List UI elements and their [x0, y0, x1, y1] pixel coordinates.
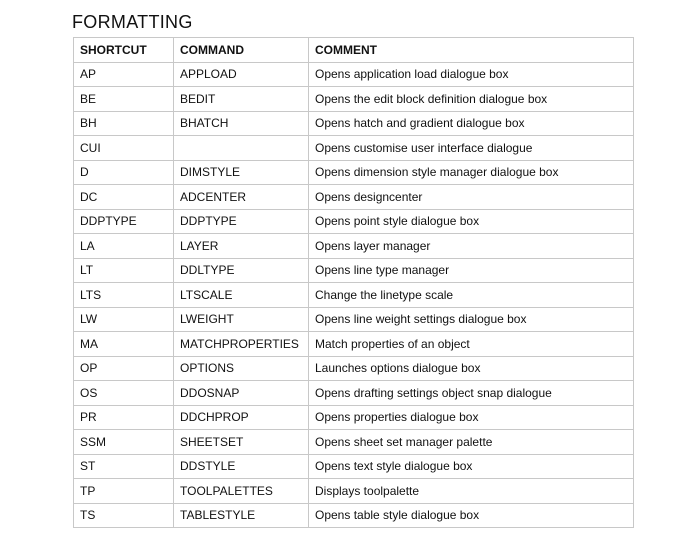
command-cell: TABLESTYLE	[174, 503, 309, 528]
shortcut-cell: DDPTYPE	[74, 209, 174, 234]
command-cell: DDOSNAP	[174, 381, 309, 406]
shortcut-cell: TP	[74, 479, 174, 504]
comment-cell: Opens line type manager	[309, 258, 634, 283]
comment-cell: Opens drafting settings object snap dialogue	[309, 381, 634, 406]
comment-cell: Opens properties dialogue box	[309, 405, 634, 430]
table-row	[74, 283, 634, 308]
comment-cell: Launches options dialogue box	[309, 356, 634, 381]
shortcut-cell: CUI	[74, 136, 174, 161]
shortcut-cell: PR	[74, 405, 174, 430]
shortcut-cell: DC	[74, 185, 174, 210]
shortcut-cell: AP	[74, 62, 174, 87]
comment-cell: Opens table style dialogue box	[309, 503, 634, 528]
command-cell: DIMSTYLE	[174, 160, 309, 185]
table-row	[74, 332, 634, 357]
table-row	[74, 87, 634, 112]
command-cell: LTSCALE	[174, 283, 309, 308]
shortcut-cell: BE	[74, 87, 174, 112]
comment-cell: Opens application load dialogue box	[309, 62, 634, 87]
comment-cell: Opens the edit block definition dialogue box	[309, 87, 634, 112]
comment-cell: Opens designcenter	[309, 185, 634, 210]
table-row	[74, 160, 634, 185]
table-row	[74, 234, 634, 259]
command-cell: SHEETSET	[174, 430, 309, 455]
table-row	[74, 307, 634, 332]
table-row	[74, 62, 634, 87]
table-row	[74, 136, 634, 161]
comment-cell: Opens line weight settings dialogue box	[309, 307, 634, 332]
table-row	[74, 111, 634, 136]
table-header-row	[74, 38, 634, 63]
comment-cell: Opens sheet set manager palette	[309, 430, 634, 455]
shortcut-cell: OS	[74, 381, 174, 406]
command-cell: DDLTYPE	[174, 258, 309, 283]
shortcut-cell: MA	[74, 332, 174, 357]
table-row	[74, 503, 634, 528]
table-row	[74, 381, 634, 406]
shortcut-cell: ST	[74, 454, 174, 479]
table-row	[74, 356, 634, 381]
comment-cell: Opens dimension style manager dialogue box	[309, 160, 634, 185]
column-header-command: COMMAND	[174, 38, 309, 63]
command-cell: BHATCH	[174, 111, 309, 136]
comment-cell: Opens layer manager	[309, 234, 634, 259]
comment-cell: Opens hatch and gradient dialogue box	[309, 111, 634, 136]
shortcut-cell: LTS	[74, 283, 174, 308]
command-cell	[174, 136, 309, 161]
table-row	[74, 405, 634, 430]
command-cell: DDCHPROP	[174, 405, 309, 430]
shortcut-cell: OP	[74, 356, 174, 381]
command-cell: BEDIT	[174, 87, 309, 112]
command-cell: DDPTYPE	[174, 209, 309, 234]
table-row	[74, 479, 634, 504]
shortcut-cell: LW	[74, 307, 174, 332]
command-cell: OPTIONS	[174, 356, 309, 381]
comment-cell: Opens customise user interface dialogue	[309, 136, 634, 161]
table-row	[74, 185, 634, 210]
shortcut-cell: D	[74, 160, 174, 185]
comment-cell: Opens text style dialogue box	[309, 454, 634, 479]
command-cell: LAYER	[174, 234, 309, 259]
shortcut-cell: SSM	[74, 430, 174, 455]
shortcut-cell: BH	[74, 111, 174, 136]
command-cell: MATCHPROPERTIES	[174, 332, 309, 357]
comment-cell: Change the linetype scale	[309, 283, 634, 308]
page-title: FORMATTING	[72, 12, 193, 32]
table-row	[74, 430, 634, 455]
command-cell: APPLOAD	[174, 62, 309, 87]
command-cell: TOOLPALETTES	[174, 479, 309, 504]
command-cell: DDSTYLE	[174, 454, 309, 479]
column-header-shortcut: SHORTCUT	[74, 38, 174, 63]
table-row	[74, 258, 634, 283]
table-row	[74, 209, 634, 234]
comment-cell: Match properties of an object	[309, 332, 634, 357]
comment-cell: Opens point style dialogue box	[309, 209, 634, 234]
shortcut-cell: LT	[74, 258, 174, 283]
comment-cell: Displays toolpalette	[309, 479, 634, 504]
table-row	[74, 454, 634, 479]
shortcut-cell: LA	[74, 234, 174, 259]
column-header-comment: COMMENT	[309, 38, 634, 63]
shortcut-cell: TS	[74, 503, 174, 528]
command-cell: ADCENTER	[174, 185, 309, 210]
command-cell: LWEIGHT	[174, 307, 309, 332]
shortcuts-table	[73, 37, 634, 528]
